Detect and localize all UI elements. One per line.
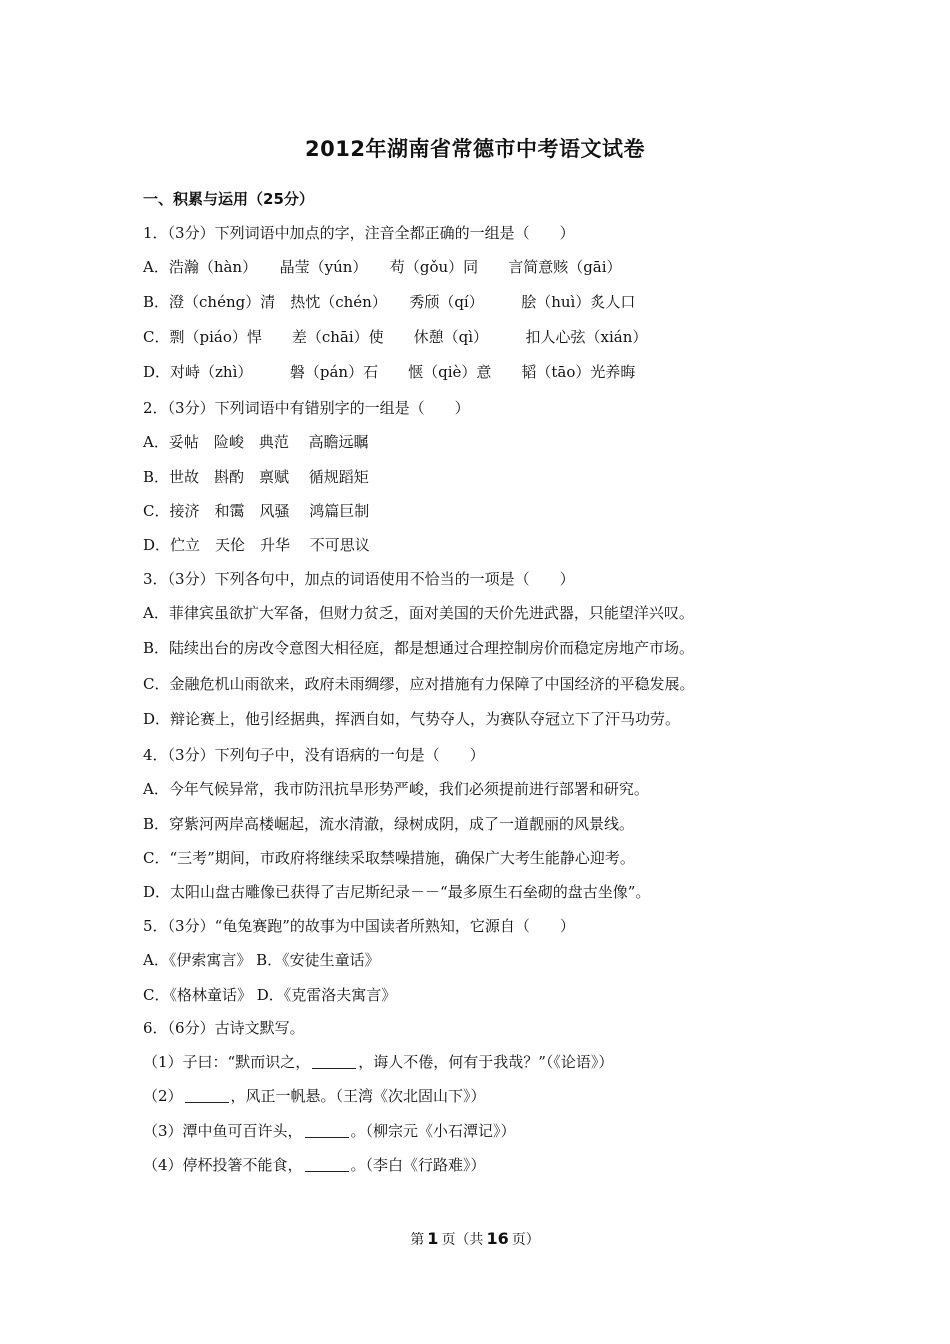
question-4-option-d: D．太阳山盘古雕像已获得了吉尼斯纪录－－“最多原生石垒砌的盘古坐像”。 — [143, 883, 651, 901]
question-6-sub-1 — [143, 1052, 613, 1072]
question-2-option-d: D．伫立 天伦 升华 不可思议 — [143, 536, 370, 554]
answer-blank — [312, 1054, 356, 1069]
question-4-option-b: B．穿紫河两岸高楼崛起，流水清澈，绿树成阴，成了一道靓丽的风景线。 — [143, 815, 635, 833]
page-footer — [0, 1229, 950, 1249]
answer-blank — [305, 1157, 349, 1172]
question-3-option-d: D．辩论赛上，他引经据典，挥洒自如，气势夺人，为赛队夺冠立下了汗马功劳。 — [143, 710, 681, 728]
question-6-stem: 6．（6分）古诗文默写。 — [143, 1019, 305, 1037]
question-3-option-b: B．陆续出台的房改令意图大相径庭，都是想通过合理控制房价而稳定房地产市场。 — [143, 639, 695, 657]
page-number: 1 — [427, 1229, 439, 1248]
page-total: 16 — [486, 1229, 509, 1248]
question-4-stem: 4．（3分）下列句子中，没有语病的一句是（ ） — [143, 746, 485, 764]
question-5-options-ab: A．《伊索寓言》 B．《安徒生童话》 — [143, 951, 380, 969]
sub-4-after: 。（李白《行路难》） — [350, 1156, 486, 1174]
sub-3-before: （3）潭中鱼可百许头， — [143, 1122, 303, 1140]
section-heading: 一、积累与运用（25分） — [143, 190, 314, 208]
sub-3-after: 。（柳宗元《小石潭记》） — [350, 1122, 516, 1140]
question-1-option-b: B．澄（chéng）清 热忱（chén） 秀颀（qí） 脍（huì）炙人口 — [143, 293, 636, 311]
question-1-option-c: C．剽（piáo）悍 差（chāi）使 休憩（qì） 扣人心弦（xián） — [143, 328, 648, 346]
sub-1-after: ，诲人不倦，何有于我哉？”（《论语》） — [358, 1053, 614, 1071]
footer-prefix: 第 — [410, 1232, 425, 1248]
question-4-option-c: C．“三考”期间，市政府将继续采取禁噪措施，确保广大考生能静心迎考。 — [143, 849, 635, 867]
sub-2-after: ，风正一帆悬。（王湾《次北固山下》） — [230, 1087, 486, 1105]
question-1-stem: 1．（3分）下列词语中加点的字，注音全都正确的一组是（ ） — [143, 224, 575, 242]
page-title: 2012年湖南省常德市中考语文试卷 — [305, 137, 645, 161]
question-6-sub-2 — [143, 1086, 486, 1106]
sub-2-before: （2） — [143, 1087, 183, 1105]
question-6-sub-4 — [143, 1155, 486, 1175]
question-3-stem: 3．（3分）下列各句中，加点的词语使用不恰当的一项是（ ） — [143, 570, 575, 588]
question-6-sub-3 — [143, 1121, 516, 1141]
footer-middle: 页（共 — [441, 1232, 484, 1248]
question-4-option-a: A．今年气候异常，我市防汛抗旱形势严峻，我们必须提前进行部署和研究。 — [143, 780, 649, 798]
sub-4-before: （4）停杯投箸不能食， — [143, 1156, 303, 1174]
question-3-option-c: C．金融危机山雨欲来，政府未雨绸缪，应对措施有力保障了中国经济的平稳发展。 — [143, 675, 695, 693]
footer-suffix: 页） — [511, 1232, 540, 1248]
question-3-option-a: A．菲律宾虽欲扩大军备，但财力贫乏，面对美国的天价先进武器，只能望洋兴叹。 — [143, 604, 694, 622]
question-1-option-a: A．浩瀚（hàn） 晶莹（yún） 苟（gǒu）同 言简意赅（gāi） — [143, 258, 622, 276]
question-2-option-c: C．接济 和霭 风骚 鸿篇巨制 — [143, 502, 370, 520]
answer-blank — [185, 1088, 229, 1103]
question-2-option-b: B．世故 斟酌 禀赋 循规蹈矩 — [143, 468, 369, 486]
question-2-stem: 2．（3分）下列词语中有错别字的一组是（ ） — [143, 399, 470, 417]
question-2-option-a: A．妥帖 险峻 典范 高瞻远瞩 — [143, 433, 369, 451]
question-1-option-d: D．对峙（zhì） 磐（pán）石 惬（qiè）意 韬（tāo）光养晦 — [143, 363, 636, 381]
question-5-stem: 5．（3分）“龟兔赛跑”的故事为中国读者所熟知，它源自（ ） — [143, 917, 575, 935]
sub-1-before: （1）子曰：“默而识之， — [143, 1053, 311, 1071]
question-5-options-cd: C．《格林童话》 D．《克雷洛夫寓言》 — [143, 986, 397, 1004]
answer-blank — [305, 1123, 349, 1138]
